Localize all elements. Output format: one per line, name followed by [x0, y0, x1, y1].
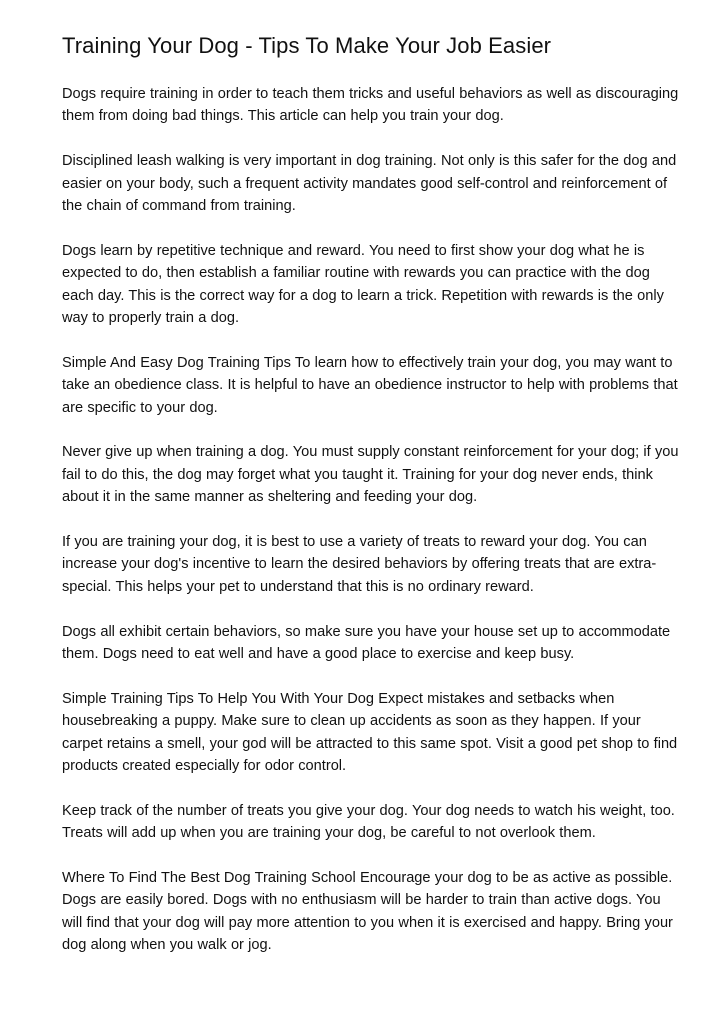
document-title: Training Your Dog - Tips To Make Your Job Easier	[62, 33, 552, 58]
paragraph-8: Simple Training Tips To Help You With Your Dog Expect mistakes and setbacks when housebreaking a puppy. Make sure to clean up accidents as soon as they happen. If your carpet retains a smell, your god will be attracted to this same spot. Visit a good pet shop to find products created especially for odor control.	[62, 690, 678, 775]
paragraph-7: Dogs all exhibit certain behaviors, so make sure you have your house set up to accommodate them. Dogs need to eat well and have a good place to exercise and keep busy.	[62, 623, 671, 663]
paragraph-6: If you are training your dog, it is best to use a variety of treats to reward your dog. You can increase your dog's incentive to learn the desired behaviors by offering treats that are extra-special. This helps your pet to understand that this is no ordinary reward.	[62, 534, 657, 595]
paragraph-2: Disciplined leash walking is very important in dog training. Not only is this safer for the dog and easier on your body, such a frequent activity mandates good self-control and reinforcement of the chain of command from training.	[62, 153, 677, 215]
paragraph-4: Simple And Easy Dog Training Tips To learn how to effectively train your dog, you may want to take an obedience class. It is helpful to have an obedience instructor to help with problems that are specific to your dog.	[62, 354, 678, 416]
paragraph-9: Keep track of the number of treats you give your dog. Your dog needs to watch his weight, too. Treats will add up when you are training your dog, be careful to not overlook them.	[62, 802, 675, 842]
paragraph-10: Where To Find The Best Dog Training School Encourage your dog to be as active as possible. Dogs are easily bored. Dogs with no enthusiasm will be harder to train than active dogs. You will find that your dog will pay more attention to you when it is exercised and happy. Bring your dog along when you walk or jog.	[62, 870, 673, 954]
paragraph-3: Dogs learn by repetitive technique and reward. You need to first show your dog what he is expected to do, then establish a familiar routine with rewards you can practice with the dog each day. This is the correct way for a dog to learn a trick. Repetition with rewards is the only way to properly train a dog.	[62, 242, 664, 327]
document-page	[62, 32, 682, 979]
paragraph-5: Never give up when training a dog. You must supply constant reinforcement for your dog; if you fail to do this, the dog may forget what you taught it. Training for your dog never ends, think about it in the same manner as sheltering and feeding your dog.	[62, 444, 679, 506]
paragraph-1: Dogs require training in order to teach them tricks and useful behaviors as well as discouraging them from doing bad things. This article can help you train your dog.	[62, 86, 679, 125]
